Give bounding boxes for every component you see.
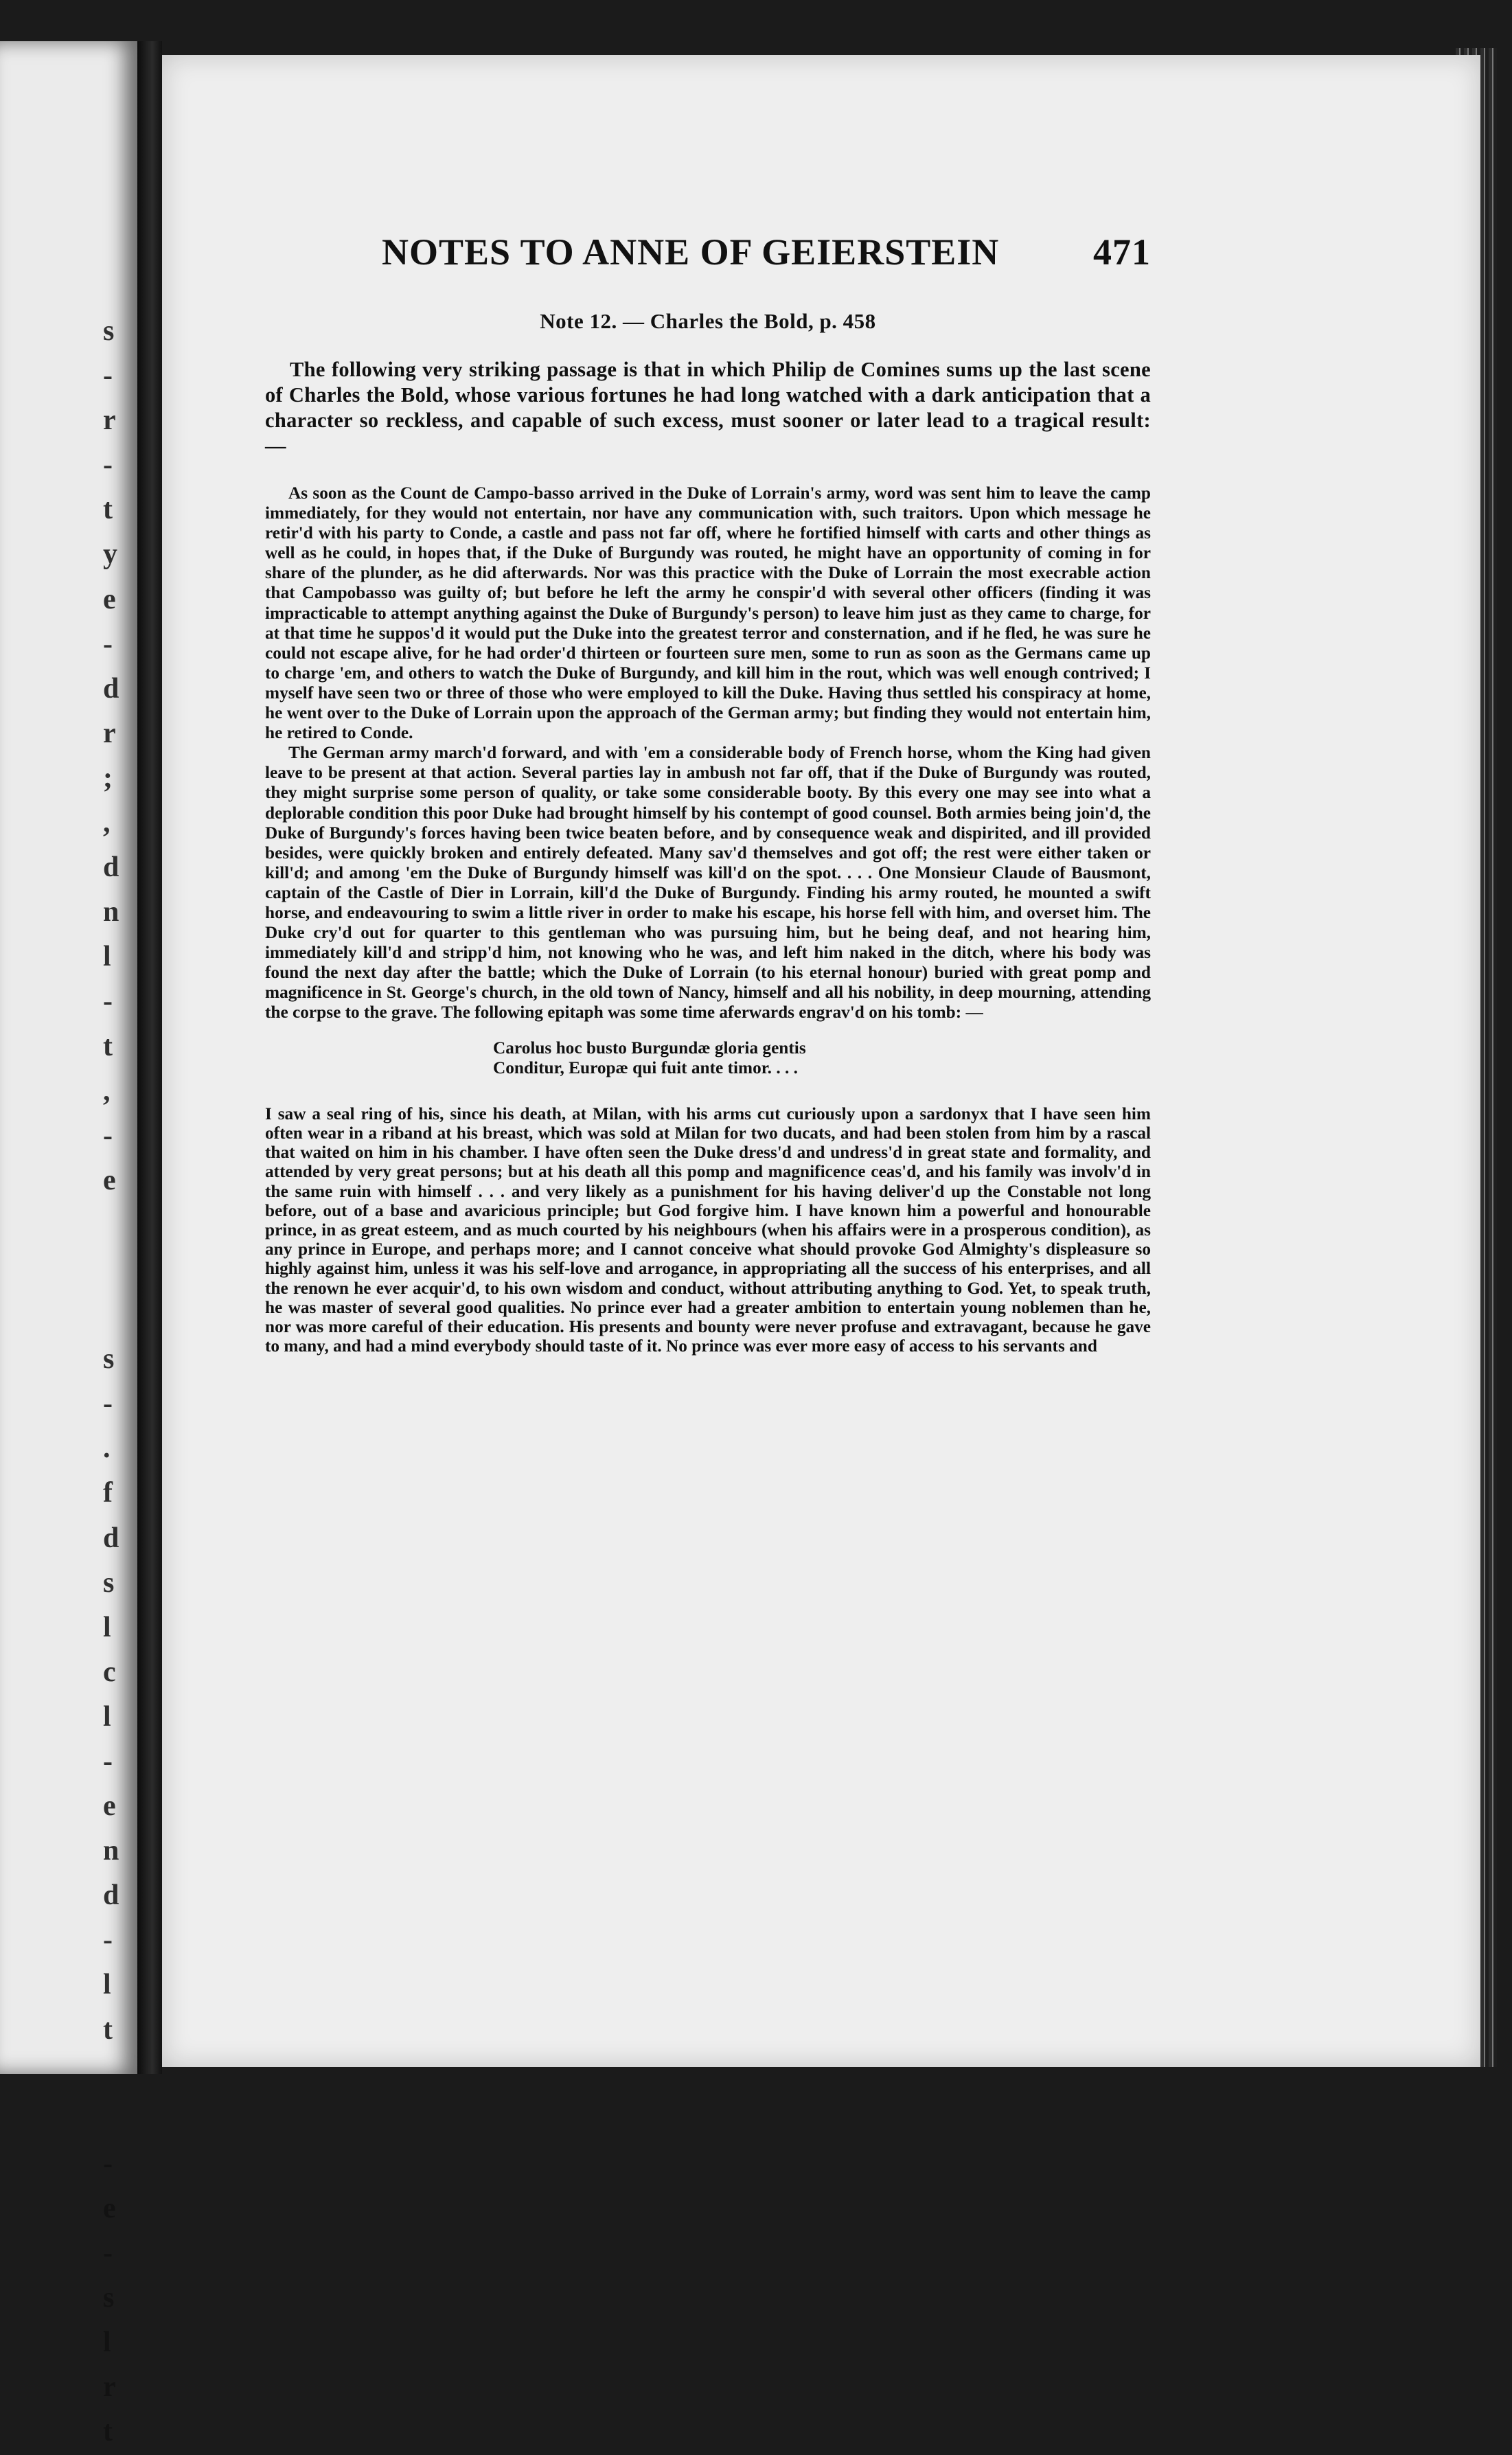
quote-paragraph: As soon as the Count de Campo-basso arrived in the Duke of Lorrain's army, word was sent him to leave the camp immediately, for they would not entertain, nor have any communication with, such traitors. Upon which message he retir'd with his party to Conde, a castle and pass not far off, where he fortified himself with carts and other things as well as he could, in hopes that, if the Duke of Burgundy was routed, he might have an opportunity of coming in for share of the plunder, as he did afterwards. Nor was this practice with the Duke of Lorrain the most execrable action that Campobasso was guilty of; but before he left the army he conspir'd with several other officers (finding it was impracticable to attempt anything against the Duke of Burgundy's person) to leave him just as they came to charge, for at that time he suppos'd it would put the Duke into the greatest terror and consternation, and if he fled, he was sure he could not escape alive, for he had order'd thirteen or fourteen sure men, some to run as soon as the Germans came up to charge 'em, and others to watch the Duke of Burgundy, and kill him in the rout, which was well enough contrived; I myself have seen two or three of those who were employed to kill the Duke. Having thus settled his conspiracy at home, he went over to the Duke of Lorrain upon the approach of the German army; but finding they would not entertain him, he retired to Conde. — [265, 483, 1151, 743]
comines-quotation — [265, 483, 1151, 1023]
epitaph-line: Carolus hoc busto Burgundæ gloria gentis — [493, 1038, 806, 1058]
book-gutter — [137, 41, 162, 2074]
quote-paragraph: The German army march'd forward, and with 'em a considerable body of French horse, whom the King had given leave to be present at that action. Several parties lay in ambush not far off, that if the Duke of Burgundy was routed, they might surprise some person of quality, or take some considerable booty. By this every one may see into what a deplorable condition this poor Duke had brought himself by his contempt of good counsel. Both armies being join'd, the Duke of Burgundy's forces having been twice beaten before, and by consequence weak and dispirited, and ill provided besides, were quickly broken and entirely defeated. Many sav'd themselves and got off; the rest were either taken or kill'd; and among 'em the Duke of Burgundy himself was kill'd on the spot. . . . One Monsieur Claude of Bausmont, captain of the Castle of Dier in Lorrain, kill'd the Duke of Burgundy. Finding his army routed, he mounted a swift horse, and endeavouring to swim a little river in order to make his escape, his horse fell with him, and overset him. The Duke cry'd out for quarter to this gentleman who was pursuing him, but he being deaf, and not hearing him, immediately kill'd and stripp'd him, not knowing who he was, and left him naked in the ditch, where his body was found the next day after the battle; which the Duke of Lorrain (to his eternal honour) buried with great pomp and magnificence in St. George's church, in the old town of Nancy, himself and all his nobility, in deep mourning, attending the corpse to the grave. The following epitaph was some time aferwards engrav'd on his tomb: — — [265, 743, 1151, 1023]
facing-page-text-fragments: s - r - t y e - d r ; , d n l - t , - e s - . f d s l c l - e n d - l t - e - s l r t — [103, 315, 119, 2448]
intro-paragraph: The following very striking passage is that in which Philip de Comines sums up the last scene of Charles the Bold, whose various fortunes he had long watched with a dark anticipation that a character so reckless, and capable of such excess, must sooner or later lead to a tragical result: — — [265, 358, 1151, 457]
closing-paragraph: I saw a seal ring of his, since his death, at Milan, with his arms cut curiously upon a sardonyx that I have seen him often wear in a riband at his breast, which was sold at Milan for two ducats, and had been stolen from him by a rascal that waited on him in his chamber. I have often seen the Duke dress'd and undress'd in great state and formality, and attended by very great persons; but at his death all this pomp and magnificence ceas'd, and his family was involv'd in the same ruin with himself . . . and very likely as a punishment for his having deliver'd up the Constable not long before, out of a base and avaricious principle; but God forgive him. I have known him a powerful and honourable prince, in as great esteem, and as much courted by his neighbours (when his affairs were in a prosperous condition), as any prince in Europe, and perhaps more; and I cannot conceive what should provoke God Almighty's displeasure so highly against him, unless it was his self-love and arrogance, in appropriating all the success of his enterprises, and all the renown he ever acquir'd, to his own wisdom and conduct, without attributing anything to God. Yet, to speak truth, he was master of several good qualities. No prince ever had a greater ambition to entertain young noblemen than he, nor was more careful of their education. His presents and bounty were never profuse and extravagant, because he gave to many, and had a mind everybody should taste of it. No prince was ever more easy of access to his servants and — [265, 1104, 1151, 1356]
closing-section — [265, 1104, 1151, 1356]
running-title: NOTES TO ANNE OF GEIERSTEIN — [382, 231, 1000, 273]
epitaph-line: Conditur, Europæ qui fuit ante timor. . . . — [493, 1058, 798, 1077]
book-page — [162, 55, 1480, 2067]
epitaph — [493, 1038, 1151, 1078]
note-heading: Note 12. — Charles the Bold, p. 458 — [540, 309, 876, 333]
page-number: 471 — [1093, 231, 1151, 273]
facing-page — [0, 41, 137, 2448]
running-head — [265, 220, 1151, 295]
page-content — [265, 220, 1151, 1356]
